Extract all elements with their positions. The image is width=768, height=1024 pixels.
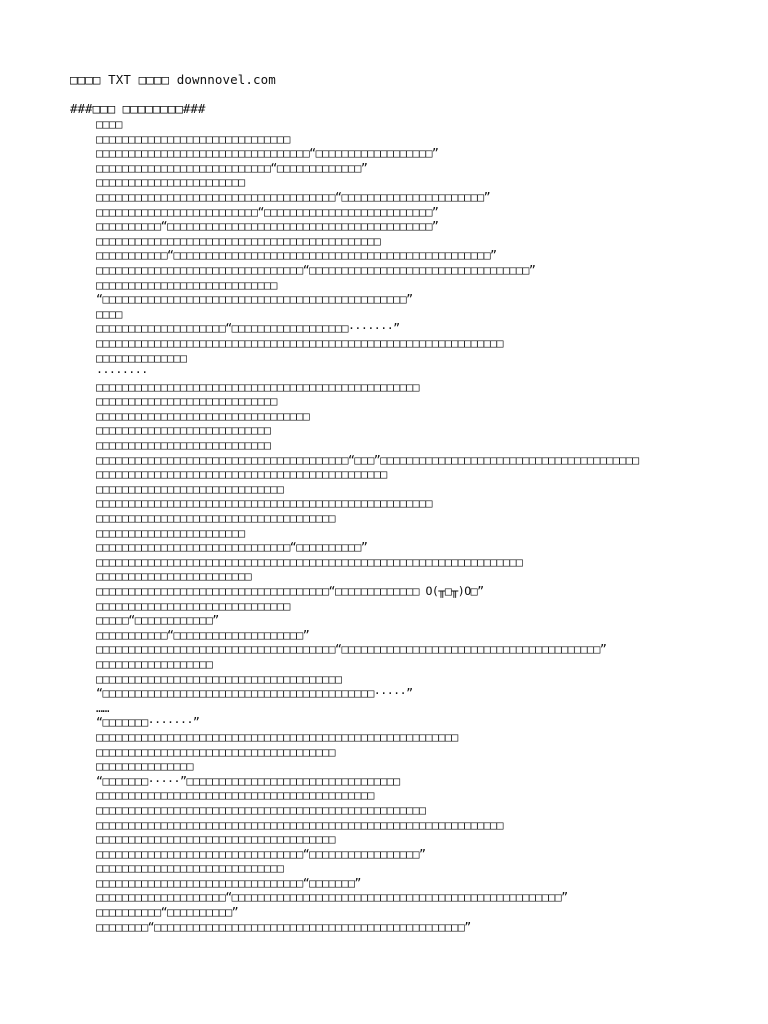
text-line: ········ [96,365,148,380]
text-line: □□□□□□□□□□□□□□□□□□□□□□□□□□□□□□□□□□□□□□□□□□□□□□□□□□□□□□□□□□□□□□□□□□ [96,554,523,569]
text-line: □□□□□□□□□□□□□□□□□□□□□□□□□□□□□□□□□□□□□“□□□□□□□□□□□□□□□□□□□□□□” [96,189,491,204]
header-line: □□□□ TXT □□□□ downnovel.com [70,72,276,87]
text-line: □□□□□□□□□□□□□□□□□□□□□□□□□□□□□□□□“□□□□□□□□□□□□□□□□□” [96,846,426,861]
text-line: □□□□□□□□□□□□□□□□□□□□□□□□□“□□□□□□□□□□□□□□□□□□□□□□□□□□” [96,204,439,219]
text-line: □□□□□□□□□□□□□□□□□□□□□□□□□□□□□□□□□□□□□□□□□□□□□ [96,467,387,482]
text-line: □□□□□□□□□□□□□□□□□□□□□□□□□□□□□□□□□“□□□□□□□□□□□□□□□□□□” [96,146,439,161]
text-line: □□□□ [96,306,122,321]
text-line: □□□□□□□□□□□□□□□□□□□□“□□□□□□□□□□□□□□□□□□□□□□□□□□□□□□□□□□□□□□□□□□□□□□□□□□□” [96,890,568,905]
text-line: □□□□□□□□□□□□□□□□□□□□“□□□□□□□□□□□□□□□□□□·······” [96,321,400,336]
text-line: □□□□□□□□□□□□□□ [96,350,187,365]
text-line: □□□□□□□□□□□□□□□□□□□□□□□□□□□“□□□□□□□□□□□□□” [96,160,368,175]
text-line: □□□□□□□□□□□□□□□□□□□□□□□□□□□□□□□□“□□□□□□□□□□□□□□□□□□□□□□□□□□□□□□□□□□” [96,262,536,277]
text-line: □□□□□□□□□□□“□□□□□□□□□□□□□□□□□□□□□□□□□□□□□□□□□□□□□□□□□□□□□□□□□” [96,248,497,263]
text-line: □□□□□□□□□□□“□□□□□□□□□□□□□□□□□□□□” [96,627,310,642]
text-line: □□□□□□□□□□□□□□□□□□□□□□□ [96,175,245,190]
text-line: □□□□□□□□□□□□□□□□□□□□□□□□□□□□□□□□□□□□□□□□□□□□□□□□□□ [96,379,420,394]
text-line: □□□□□□□□□□□□□□□□□□□□□□□□□□□□ [96,277,277,292]
text-line: □□□□□□□□□□□□□□□□□□□□□□□ [96,525,245,540]
text-line: □□□□□□□□□□□□□□□□□□□□□□□□□□□□□□ [96,598,290,613]
text-line: □□□□□□□□□□□□□□□□□□□□□□□□□□□□□□□□□□□□“□□□□□□□□□□□□□ O(╥□╥)O□” [96,584,484,598]
text-line: □□□□□□□□□□□□□□□□□□ [96,656,213,671]
text-line: □□□□□□□□□□□□□□□□□□□□□□□□□□□□□□□□□□□□□□□□□□□□□□□□□□□□□□□□□□□□□□□ [96,817,503,832]
text-line: □□□□□□□□□□□□□□□□□□□□□□□□□□□□□□□□□□□□□□□□□□□□□□□□□□□ [96,802,426,817]
text-line: □□□□□□□□□□□□□□□□□□□□□□□□□□□□□□□□□□□□□□□□□□□□□□□□□□□□□□□□ [96,729,458,744]
text-line: □□□□□□□□□□□□□□□□□□□□□□□□□□□□□□□□□□□□□□ [96,671,342,686]
text-line: □□□□□□□□□□□□□□□□□□□□□□□□□□□□□□ [96,131,290,146]
text-line: □□□□□□□□□□□□□□□□□□□□□□□□□□□□□□□□□□□□□“□□□□□□□□□□□□□□□□□□□□□□□□□□□□□□□□□□□□□□□□” [96,642,607,657]
text-line: □□□□□“□□□□□□□□□□□□” [96,613,219,628]
text-line: □□□□□□□□□□□□□□□□□□□□□□□□□□□□□ [96,861,284,876]
text-line: “□□□□□□□□□□□□□□□□□□□□□□□□□□□□□□□□□□□□□□□□□□·····” [96,686,413,701]
text-line: □□□□□□□□□□□□□□□□□□□□□□□□□□□□□□“□□□□□□□□□□” [96,540,368,555]
text-line: “□□□□□□□·······” [96,715,200,730]
body-text [96,117,768,934]
text-line: □□□□□□□□□□“□□□□□□□□□□” [96,905,239,920]
text-line: □□□□□□□□□□□□□□□□□□□□□□□□□□□□□□□□“□□□□□□□” [96,875,361,890]
text-line: □□□□□□□□□□“□□□□□□□□□□□□□□□□□□□□□□□□□□□□□□□□□□□□□□□□□” [96,219,439,234]
text-line: □□□□□□□□□□□□□□□□□□□□□□□□□□□□□□□□□□□□□ [96,832,336,847]
text-line: □□□□□□□□□□□□□□□□□□□□□□□□□□□□□□□□□ [96,408,310,423]
text-line: □□□□ [96,117,122,131]
text-line: □□□□□□□□□□□□□□□□□□□□□□□□□□□□□□□□□□□□□ [96,511,336,526]
text-line: “□□□□□□□·····”□□□□□□□□□□□□□□□□□□□□□□□□□□□□□□□□□ [96,773,400,788]
text-line: □□□□□□□□□□□□□□□□□□□□□□□□ [96,569,252,584]
text-line: □□□□□□□□□□□□□□□□□□□□□□□□□□□ [96,438,271,453]
text-line: □□□□□□□□□□□□□□□□□□□□□□□□□□□ [96,423,271,438]
text-line: □□□□□□□□□□□□□□□□□□□□□□□□□□□□□□□□□□□□□□□□□□□□□□□□□□□□□□□□□□□□□□□ [96,335,503,350]
text-line: “□□□□□□□□□□□□□□□□□□□□□□□□□□□□□□□□□□□□□□□□□□□□□□□” [96,292,413,307]
text-line: □□□□□□□□□□□□□□□□□□□□□□□□□□□□□□□□□□□□□□□□□□□□ [96,233,381,248]
text-line: □□□□□□□□□□□□□□□□□□□□□□□□□□□□□□□□□□□□□□□□□□□□□□□□□□□□ [96,496,432,511]
text-line: □□□□□□□□□□□□□□□□□□□□□□□□□□□□□□□□□□□□□□□□□□□ [96,788,374,803]
text-line: □□□□□□□□□□□□□□□□□□□□□□□□□□□□ [96,394,277,409]
text-line: □□□□□□□□□□□□□□□ [96,759,193,774]
text-line: □□□□□□□□□□□□□□□□□□□□□□□□□□□□□□□□□□□□□□□“□□□”□□□□□□□□□□□□□□□□□□□□□□□□□□□□□□□□□□□□□□□□ [96,452,639,467]
text-line: □□□□□□□□□□□□□□□□□□□□□□□□□□□□□ [96,481,284,496]
text-line: …… [96,700,109,715]
text-line: □□□□□□□□□□□□□□□□□□□□□□□□□□□□□□□□□□□□□ [96,744,336,759]
text-line: □□□□□□□□“□□□□□□□□□□□□□□□□□□□□□□□□□□□□□□□□□□□□□□□□□□□□□□□□” [96,919,471,934]
section-title: ###□□□ □□□□□□□□### [70,101,206,116]
